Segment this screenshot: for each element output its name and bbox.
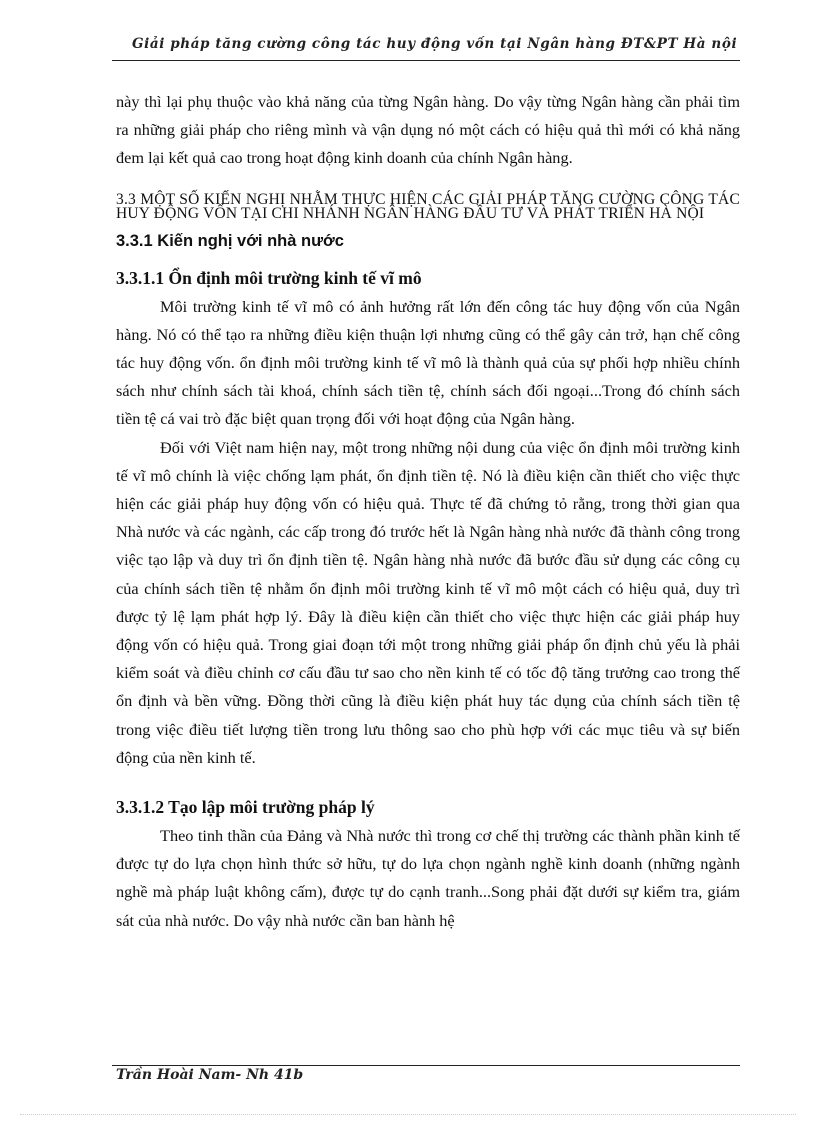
subsection-title: 3.3.1 Kiến nghị với nhà nước xyxy=(116,231,344,250)
page-edge-dotted-line xyxy=(20,1114,796,1115)
heading-macro-stability: 3.3.1.1 Ổn định môi trường kinh tế vĩ mô xyxy=(116,267,422,288)
paragraph-macro-2: Đối với Việt nam hiện nay, một trong những nội dung của việc ổn định môi trường kinh tế vĩ mô chính là việc chống lạm phát, ổn định tiền tệ. Nó là điều kiện cần thiết cho việc thực hiện các giải pháp huy động vốn có hiệu quả. Thực tế đã chứng tỏ rằng, trong thời gian qua Nhà nước và các ngành, các cấp trong đó trước hết là Ngân hàng nhà nước đã thành công trong việc tạo lập và duy trì ổn định tiền tệ. Ngân hàng nhà nước đã bước đầu sử dụng các công cụ của chính sách tiền tệ nhằm ổn định môi trường kinh tế vĩ mô một cách có hiệu quả, duy trì được tỷ lệ lạm phát hợp lý. Đây là điều kiện cần thiết cho việc thực hiện các giải pháp huy động vốn có hiệu quả. Trong giai đoạn tới một trong những giải pháp ổn định chủ yếu là phải kiểm soát và điều chỉnh cơ cấu đầu tư sao cho nền kinh tế có tốc độ tăng trưởng cao trong thế ổn định và bền vững. Đồng thời cũng là điều kiện phát huy tác dụng của chính sách tiền tệ trong việc điều tiết lượng tiền trong lưu thông sao cho phù hợp với các mục tiêu và sự biến động của nền kinh tế. xyxy=(116,437,740,767)
heading-legal-environment: 3.3.1.2 Tạo lập môi trường pháp lý xyxy=(116,797,375,818)
intro-paragraph: này thì lại phụ thuộc vào khả năng của từng Ngân hàng. Do vậy từng Ngân hàng cần phải tìm ra những giải pháp cho riêng mình và vận dụng nó một cách có hiệu quả thì mới có khả năng đem lại kết quả cao trong hoạt động kinh doanh của chính Ngân hàng. xyxy=(116,92,740,168)
paragraph-macro-1: Môi trường kinh tế vĩ mô có ảnh hưởng rất lớn đến công tác huy động vốn của Ngân hàng. Nó có thể tạo ra những điều kiện thuận lợi nhưng cũng có thể gây cản trở, hạn chế công tác huy động vốn. ổn định môi trường kinh tế vĩ mô là thành quả của sự phối hợp nhiều chính sách như chính sách tài khoá, chính sách tiền tệ, chính sách đối ngoại...Trong đó chính sách tiền tệ cá vai trò đặc biệt quan trọng đối với hoạt động của Ngân hàng. xyxy=(116,296,740,429)
running-header: Giải pháp tăng cường công tác huy động vốn tại Ngân hàng ĐT&PT Hà nội xyxy=(132,36,738,52)
paragraph-legal-1: Theo tinh thần của Đảng và Nhà nước thì trong cơ chế thị trường các thành phần kinh tế được tự do lựa chọn hình thức sở hữu, tự do lựa chọn ngành nghề kinh doanh (những ngành nghề mà pháp luật không cấm), được tự do cạnh tranh...Song phải đặt dưới sự kiểm tra, giám sát của nhà nước. Do vậy nhà nước cần ban hành hệ xyxy=(116,826,740,930)
document-body xyxy=(116,88,740,935)
header-divider xyxy=(112,60,740,61)
footer-divider xyxy=(112,1065,740,1066)
footer-author: Trần Hoài Nam- Nh 41b xyxy=(116,1067,304,1083)
section-title: 3.3 MỘT SỐ KIẾN NGHỊ NHẰM THỰC HIỆN CÁC GIẢI PHÁP TĂNG CƯỜNG CÔNG TÁC HUY ĐỘNG VỐN TẠI CHI NHÁNH NGÂN HÀNG ĐẦU TƯ VÀ PHÁT TRIỂN HÀ NỘI xyxy=(116,190,740,222)
